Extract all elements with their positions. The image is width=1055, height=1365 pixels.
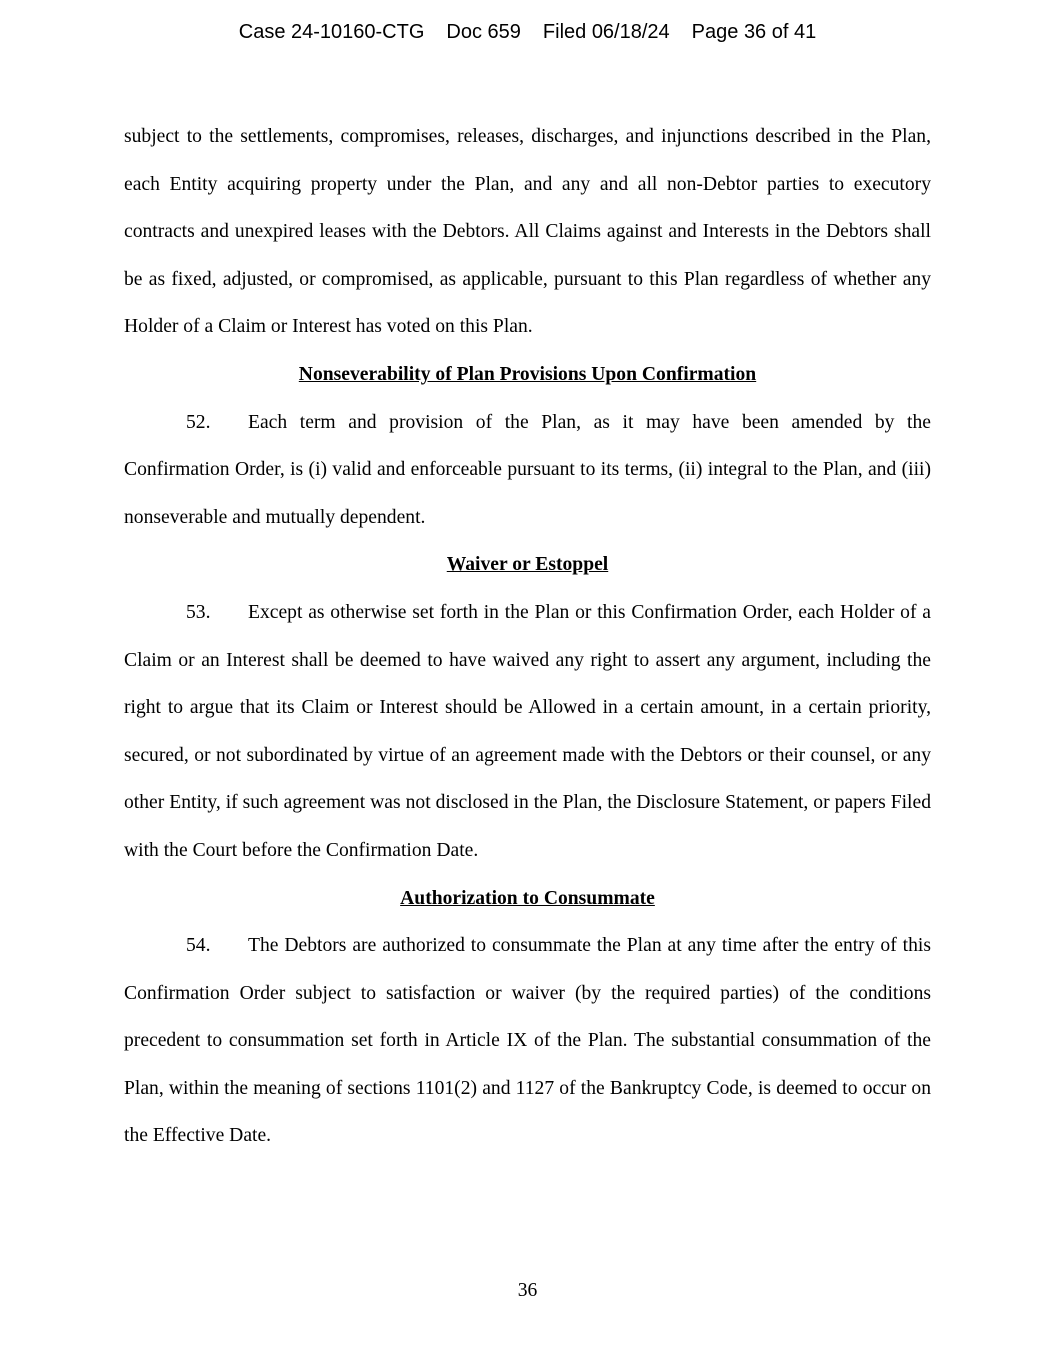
paragraph-text: Each term and provision of the Plan, as it may have been amended by the Confirmation Order, is (i) valid and enforceable pursuant to its terms, (ii) integral to the Plan, and (iii) nonseverable and mutually dependent. [124,411,931,528]
case-number: Case 24-10160-CTG [238,21,425,43]
section-heading-nonseverability: Nonseverability of Plan Provisions Upon Confirmation [298,363,757,385]
paragraph-number: 54. [186,935,211,957]
page-number: 36 [517,1280,538,1301]
paragraph-number: 53. [186,601,211,623]
filed-date: Filed 06/18/24 [542,21,670,43]
paragraph-53 [124,589,931,875]
paragraph-number: 52. [186,411,211,433]
paragraph-52 [124,399,931,542]
paragraph-54 [124,922,931,1160]
page-count: Page 36 of 41 [691,21,817,43]
paragraph-text: The Debtors are authorized to consummate the Plan at any time after the entry of this Confirmation Order subject to satisfaction or waiver (by the required parties) of the conditions precedent to consummation set forth in Article IX of the Plan. The substantial consummation of the Plan, within the meaning of sections 1101(2) and 1127 of the Bankruptcy Code, is deemed to occur on the Effective Date. [124,935,931,1147]
document-body [124,113,931,1160]
page-header [0,19,1055,45]
intro-paragraph: subject to the settlements, compromises, releases, discharges, and injunctions described in the Plan, each Entity acquiring property under the Plan, and any and all non-Debtor parties to executory contracts and unexpired leases with the Debtors. All Claims against and Interests in the Debtors shall be as fixed, adjusted, or compromised, as applicable, pursuant to this Plan regardless of whether any Holder of a Claim or Interest has voted on this Plan. [124,126,931,338]
section-heading-authorization: Authorization to Consummate [400,887,655,909]
section-heading-waiver: Waiver or Estoppel [446,554,609,576]
paragraph-text: Except as otherwise set forth in the Plan or this Confirmation Order, each Holder of a Claim or an Interest shall be deemed to have waived any right to assert any argument, including the right to argue that its Claim or Interest should be Allowed in a certain amount, in a certain priority, secured, or not subordinated by virtue of an agreement made with the Debtors or their counsel, or any other Entity, if such agreement was not disclosed in the Plan, the Disclosure Statement, or papers Filed with the Court before the Confirmation Date. [124,601,931,861]
doc-number: Doc 659 [446,21,521,43]
